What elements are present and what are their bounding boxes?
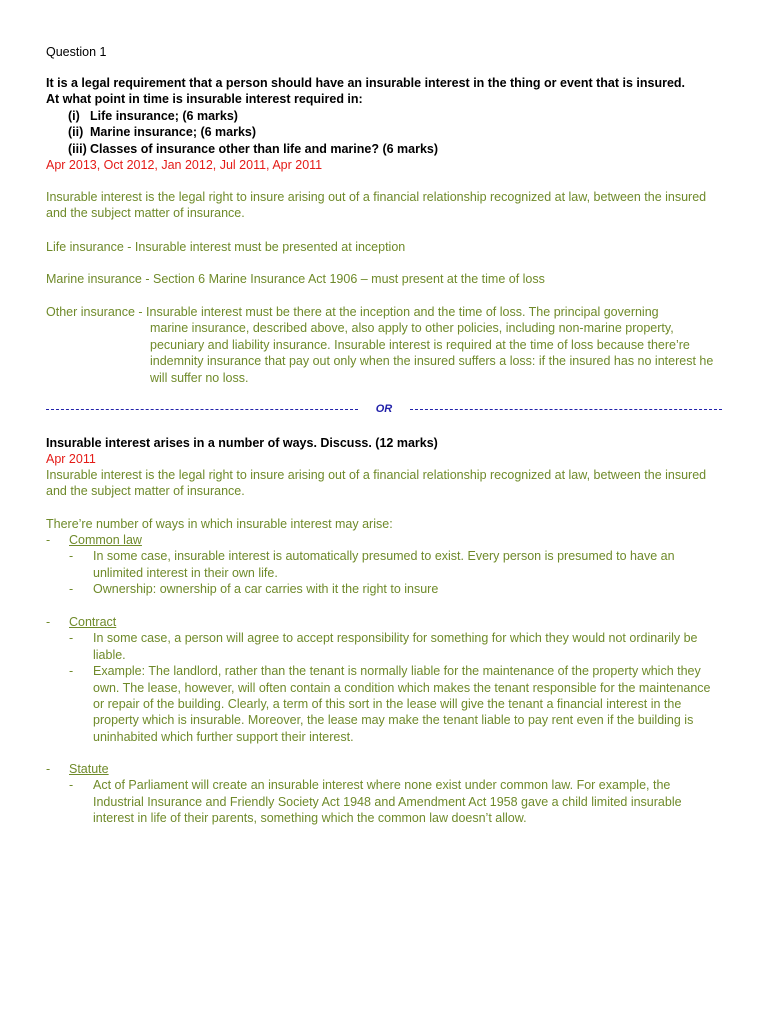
q1-part — [68, 108, 438, 124]
section-heading-row — [46, 614, 736, 630]
list-item-text: Act of Parliament will create an insurable interest where none exist under common law. For example, the Industrial Insurance and Friendly Society Act 1948 and Amendment Act 1958 gave a child limited insurable interest in life of their parents, something which the common law doesn’t allow. — [93, 778, 682, 826]
section-heading: Common law — [69, 533, 142, 547]
or-separator — [46, 401, 722, 417]
list-item-text: In some case, a person will agree to accept responsibility for something for which they would not ordinarily be liable. — [93, 631, 698, 662]
part-number: (ii) — [68, 125, 84, 140]
part-text: Classes of insurance other than life and marine? (6 marks) — [90, 141, 439, 156]
list-item — [46, 581, 736, 597]
q1-exam-dates: Apr 2013, Oct 2012, Jan 2012, Jul 2011, Apr 2011 — [46, 158, 323, 172]
list-item — [46, 548, 736, 581]
dash-bullet: - — [69, 631, 74, 646]
list-item — [46, 663, 736, 745]
q1-prompt-line1: It is a legal requirement that a person should have an insurable interest in the thing or event that is insured. — [46, 76, 686, 90]
section-heading: Contract — [69, 615, 117, 629]
q2-intro: There’re number of ways in which insurable interest may arise: — [46, 517, 393, 531]
q1-marine-insurance: Marine insurance - Section 6 Marine Insurance Act 1906 – must present at the time of loss — [46, 272, 545, 286]
question-title: Question 1 — [46, 45, 107, 59]
q1-life-insurance: Life insurance - Insurable interest must be presented at inception — [46, 240, 406, 254]
part-text: Marine insurance; (6 marks) — [90, 125, 257, 140]
q1-prompt — [46, 75, 736, 108]
section-heading: Statute — [69, 762, 109, 776]
part-number: (i) — [68, 109, 80, 123]
dash-bullet: - — [69, 664, 74, 679]
separator-line-right — [410, 409, 722, 410]
list-item-text: Ownership: ownership of a car carries with it the right to insure — [93, 582, 439, 597]
dash-bullet: - — [69, 582, 74, 597]
part-number: (iii) — [68, 141, 87, 156]
separator-line-left — [46, 409, 358, 410]
dash-bullet: - — [46, 533, 51, 547]
dash-bullet: - — [69, 549, 74, 564]
q2-definition: Insurable interest is the legal right to insure arising out of a financial relationship recognized at law, between the insured and the subject matter of insurance. — [46, 468, 707, 499]
dash-bullet: - — [46, 762, 51, 776]
q1-other-insurance — [46, 304, 736, 386]
list-item — [46, 777, 736, 826]
list-item-text: Example: The landlord, rather than the tenant is normally liable for the maintenance of the property which they own. The lease, however, will often contain a condition which makes the tenant responsible for the maintenance or repair of the building. Clearly, a term of this sort in the lease will give the tenant a financial interest in the property which is insurable. Moreover, the lease may make the tenant liable to pay rent even if the building is uninhabited which further support their interest. — [93, 664, 711, 744]
other-insurance-body: marine insurance, described above, also apply to other policies, including non-marine property, pecuniary and liability insurance. Insurable interest is required at the time of loss because there’re indemnity insurance that pay out only when the insured suffers a loss: if the insured has no interest he will suffer no loss. — [150, 321, 714, 385]
q2-exam-dates: Apr 2011 — [46, 452, 96, 466]
other-insurance-line1: Insurable interest must be there at the inception and the time of loss. The principal governing — [146, 305, 659, 319]
section-heading-row — [46, 761, 736, 777]
q2-section-contract — [46, 614, 736, 745]
q1-part — [68, 124, 438, 140]
or-label: OR — [375, 403, 393, 415]
list-item — [46, 630, 736, 663]
part-text: Life insurance; (6 marks) — [90, 109, 238, 123]
q1-part — [68, 141, 438, 157]
dash-bullet: - — [69, 778, 74, 793]
q1-definition: Insurable interest is the legal right to insure arising out of a financial relationship recognized at law, between the insured and the subject matter of insurance. — [46, 190, 707, 221]
q2-prompt: Insurable interest arises in a number of ways. Discuss. (12 marks) — [46, 436, 438, 450]
dash-bullet: - — [46, 615, 51, 629]
q2-section-statute — [46, 761, 736, 827]
q2-section-common-law — [46, 532, 736, 598]
list-item-text: In some case, insurable interest is automatically presumed to exist. Every person is presumed to have an unlimited interest in their own life. — [93, 549, 675, 580]
other-insurance-label: Other insurance - — [46, 305, 147, 319]
section-heading-row — [46, 532, 736, 548]
q1-parts-list — [68, 108, 438, 157]
q1-prompt-line2: At what point in time is insurable interest required in: — [46, 92, 363, 107]
